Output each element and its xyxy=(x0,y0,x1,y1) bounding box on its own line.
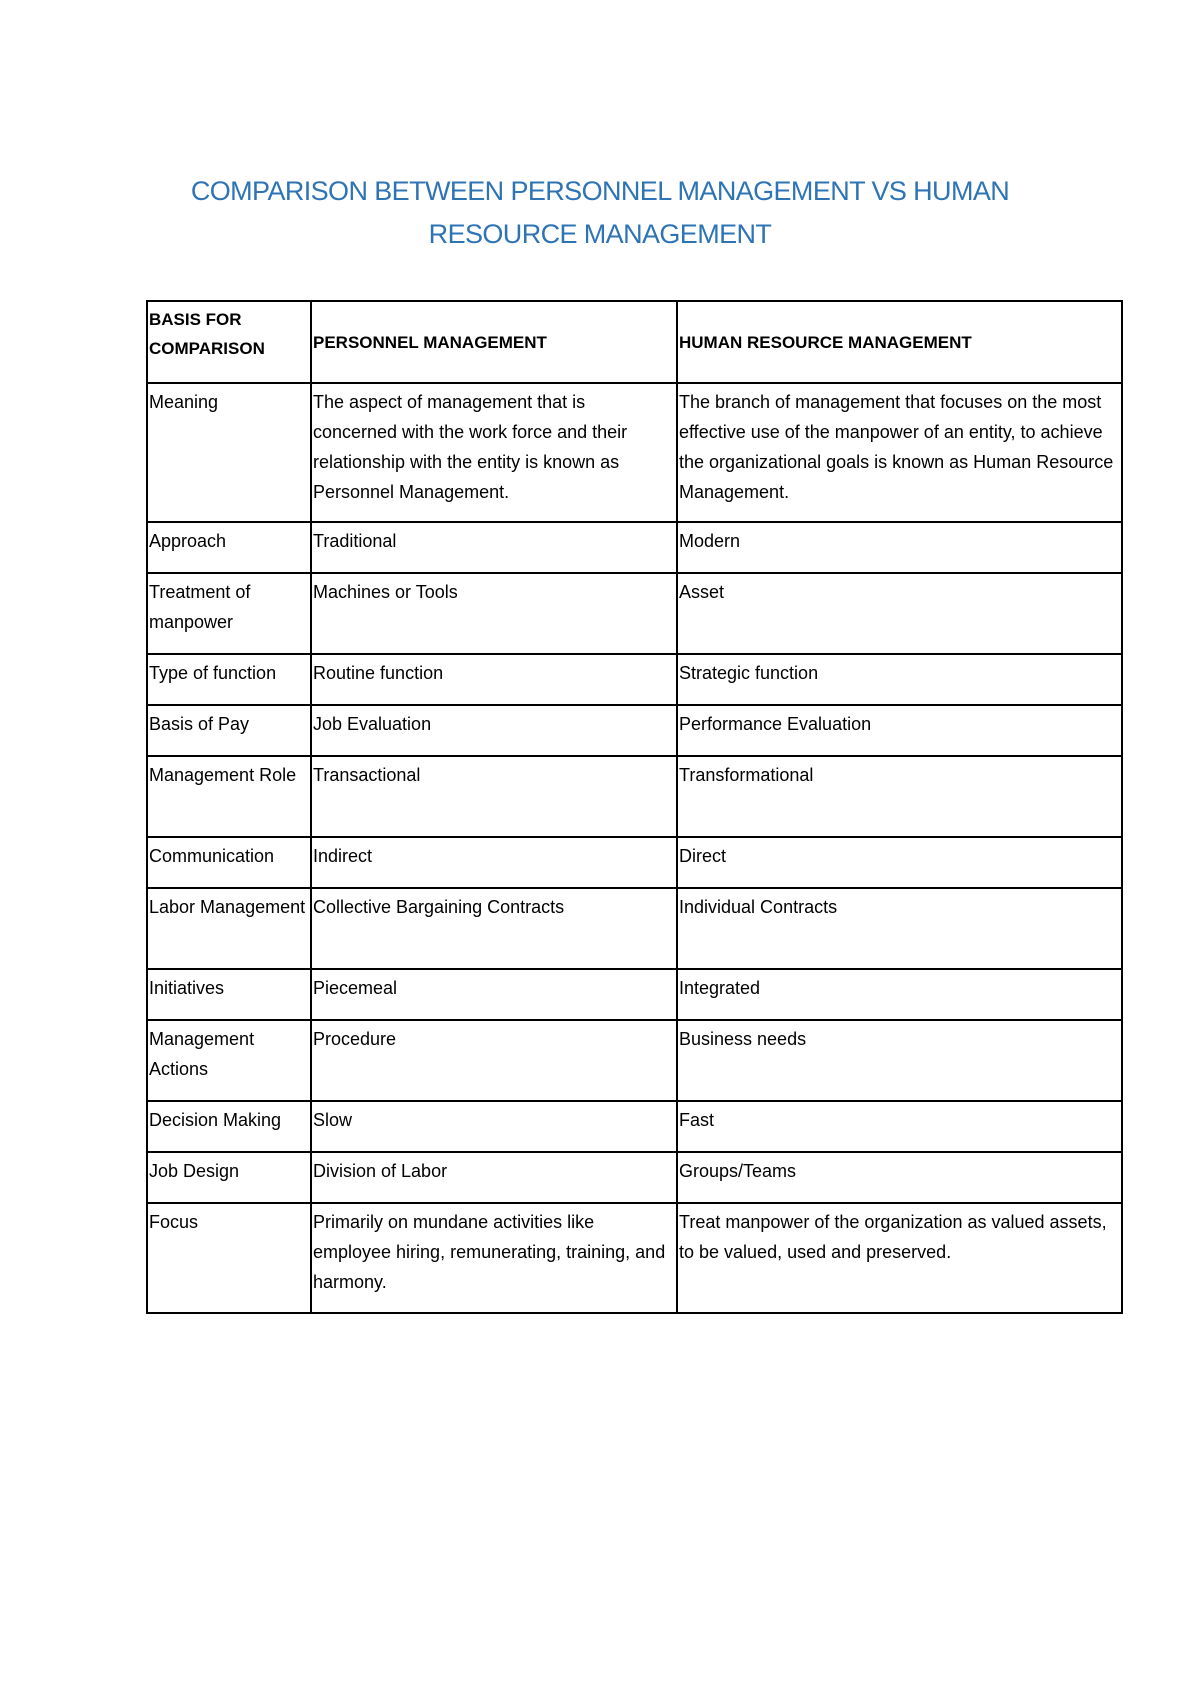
row-personnel-cell: Procedure xyxy=(311,1020,677,1101)
row-hrm-cell: Individual Contracts xyxy=(677,888,1122,969)
row-personnel-cell: Indirect xyxy=(311,837,677,888)
comparison-table xyxy=(146,300,1123,1314)
row-personnel-cell: Primarily on mundane activities like employee hiring, remunerating, training, and harmony. xyxy=(311,1203,677,1313)
row-basis-cell: Labor Management xyxy=(147,888,311,969)
table-row xyxy=(147,383,1122,522)
row-hrm-cell: Performance Evaluation xyxy=(677,705,1122,756)
row-basis-cell: Focus xyxy=(147,1203,311,1313)
page-title-line-2: RESOURCE MANAGEMENT xyxy=(428,219,772,249)
page-title xyxy=(150,170,1050,256)
table-row xyxy=(147,1020,1122,1101)
row-hrm-cell: Treat manpower of the organization as valued assets, to be valued, used and preserved. xyxy=(677,1203,1122,1313)
row-basis-cell: Type of function xyxy=(147,654,311,705)
row-personnel-cell: Transactional xyxy=(311,756,677,837)
page-title-line-1: COMPARISON BETWEEN PERSONNEL MANAGEMENT VS HUMAN xyxy=(190,176,1010,206)
table-row xyxy=(147,705,1122,756)
row-basis-cell: Job Design xyxy=(147,1152,311,1203)
table-row xyxy=(147,837,1122,888)
table-row xyxy=(147,1203,1122,1313)
row-basis-cell: Management Role xyxy=(147,756,311,837)
table-row xyxy=(147,756,1122,837)
row-personnel-cell: Collective Bargaining Contracts xyxy=(311,888,677,969)
row-personnel-cell: Traditional xyxy=(311,522,677,573)
row-basis-cell: Approach xyxy=(147,522,311,573)
table-row xyxy=(147,888,1122,969)
row-basis-cell: Meaning xyxy=(147,383,311,522)
row-hrm-cell: Fast xyxy=(677,1101,1122,1152)
row-personnel-cell: Routine function xyxy=(311,654,677,705)
row-basis-cell: Initiatives xyxy=(147,969,311,1020)
table-row xyxy=(147,1101,1122,1152)
row-personnel-cell: Piecemeal xyxy=(311,969,677,1020)
row-basis-cell: Communication xyxy=(147,837,311,888)
row-basis-cell: Management Actions xyxy=(147,1020,311,1101)
row-basis-cell: Decision Making xyxy=(147,1101,311,1152)
table-row xyxy=(147,654,1122,705)
table-row xyxy=(147,1152,1122,1203)
table-row xyxy=(147,969,1122,1020)
row-hrm-cell: Direct xyxy=(677,837,1122,888)
row-hrm-cell: Modern xyxy=(677,522,1122,573)
row-personnel-cell: Slow xyxy=(311,1101,677,1152)
row-basis-cell: Treatment of manpower xyxy=(147,573,311,654)
row-hrm-cell: Asset xyxy=(677,573,1122,654)
row-basis-cell: Basis of Pay xyxy=(147,705,311,756)
table-row xyxy=(147,522,1122,573)
row-hrm-cell: The branch of management that focuses on the most effective use of the manpower of an entity, to achieve the organizational goals is known as Human Resource Management. xyxy=(677,383,1122,522)
header-basis: BASIS FOR COMPARISON xyxy=(147,301,311,383)
row-hrm-cell: Strategic function xyxy=(677,654,1122,705)
row-personnel-cell: Division of Labor xyxy=(311,1152,677,1203)
row-personnel-cell: Machines or Tools xyxy=(311,573,677,654)
row-hrm-cell: Groups/Teams xyxy=(677,1152,1122,1203)
row-hrm-cell: Integrated xyxy=(677,969,1122,1020)
row-hrm-cell: Transformational xyxy=(677,756,1122,837)
header-personnel: PERSONNEL MANAGEMENT xyxy=(311,301,677,383)
row-hrm-cell: Business needs xyxy=(677,1020,1122,1101)
row-personnel-cell: Job Evaluation xyxy=(311,705,677,756)
row-personnel-cell: The aspect of management that is concerned with the work force and their relationship with the entity is known as Personnel Management. xyxy=(311,383,677,522)
table-header-row xyxy=(147,301,1122,383)
header-hrm: HUMAN RESOURCE MANAGEMENT xyxy=(677,301,1122,383)
table-row xyxy=(147,573,1122,654)
